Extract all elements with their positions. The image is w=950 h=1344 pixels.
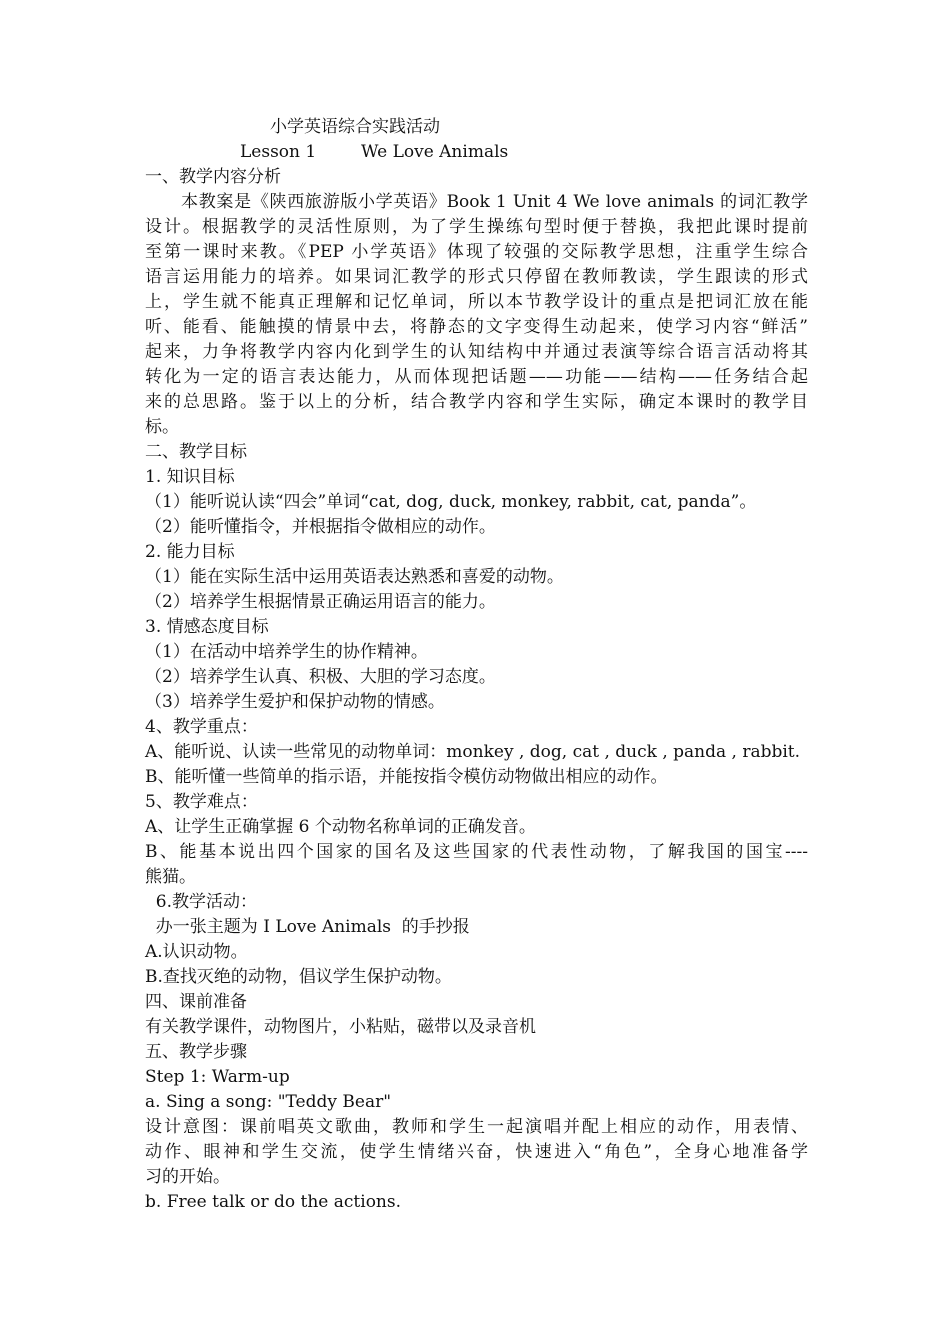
- section-heading-preparation: 四、课前准备: [145, 992, 247, 1012]
- analysis-paragraph-line: 听、能看、能触摸的情景中去，将静态的文字变得生动起来，使学习内容“鲜活”: [145, 317, 808, 337]
- analysis-paragraph-line: 设计。根据教学的灵活性原则，为了学生操练句型时便于替换，我把此课时提前: [145, 217, 808, 237]
- difficulties-heading: 5、教学难点：: [145, 792, 258, 812]
- analysis-paragraph-line: 标。: [145, 417, 179, 437]
- key-point-item: B、能听懂一些简单的指示语，并能按指令模仿动物做出相应的动作。: [145, 767, 668, 787]
- difficulty-item: A、让学生正确掌握 6 个动物名称单词的正确发音。: [145, 817, 536, 837]
- knowledge-goal-item: （1）能听说认读“四会”单词“cat, dog, duck, monkey, rabbit, cat, panda”。: [145, 492, 757, 512]
- step-item: b. Free talk or do the actions.: [145, 1192, 402, 1212]
- knowledge-goal-title: 1. 知识目标: [145, 467, 235, 487]
- lesson-heading: [240, 140, 508, 165]
- design-intent-line: 设计意图：课前唱英文歌曲，教师和学生一起演唱并配上相应的动作，用表情、: [145, 1117, 808, 1137]
- ability-goal-item: （2）培养学生根据情景正确运用语言的能力。: [145, 592, 496, 612]
- ability-goal-title: 2. 能力目标: [145, 542, 235, 562]
- preparation-text: 有关教学课件，动物图片，小粘贴，磁带以及录音机: [145, 1017, 536, 1037]
- attitude-goal-title: 3. 情感态度目标: [145, 617, 269, 637]
- document-title: 小学英语综合实践活动: [270, 117, 440, 137]
- section-heading-teaching-steps: 五、教学步骤: [145, 1042, 247, 1062]
- difficulty-item: 熊猫。: [145, 867, 196, 887]
- design-intent-line: 习的开始。: [145, 1167, 230, 1187]
- activities-heading: 6.教学活动：: [145, 892, 258, 912]
- analysis-paragraph-line: 上，学生就不能真正理解和记忆单词，所以本节教学设计的重点是把词汇放在能: [145, 292, 808, 312]
- knowledge-goal-item: （2）能听懂指令，并根据指令做相应的动作。: [145, 517, 496, 537]
- step-heading: Step 1: Warm-up: [145, 1067, 290, 1087]
- analysis-paragraph-line: 本教案是《陕西旅游版小学英语》Book 1 Unit 4 We love animals 的词汇教学: [181, 192, 808, 212]
- analysis-paragraph-line: 转化为一定的语言表达能力，从而体现把话题——功能——结构——任务结合起: [145, 367, 808, 387]
- activity-item: A.认识动物。: [145, 942, 248, 962]
- design-intent-line: 动作、眼神和学生交流，使学生情绪兴奋，快速进入“角色”，全身心地准备学: [145, 1142, 808, 1162]
- analysis-paragraph-line: 来的总思路。鉴于以上的分析，结合教学内容和学生实际，确定本课时的教学目: [145, 392, 808, 412]
- analysis-paragraph-line: 语言运用能力的培养。如果词汇教学的形式只停留在教师教读，学生跟读的形式: [145, 267, 808, 287]
- attitude-goal-item: （3）培养学生爱护和保护动物的情感。: [145, 692, 445, 712]
- attitude-goal-item: （2）培养学生认真、积极、大胆的学习态度。: [145, 667, 496, 687]
- lesson-name: We Love Animals: [361, 142, 509, 162]
- section-heading-content-analysis: 一、教学内容分析: [145, 167, 281, 187]
- difficulty-item: B、能基本说出四个国家的国名及这些国家的代表性动物，了解我国的国宝----: [145, 842, 808, 862]
- analysis-paragraph-line: 至第一课时来教。《PEP 小学英语》体现了较强的交际教学思想，注重学生综合: [145, 242, 808, 262]
- key-points-heading: 4、教学重点：: [145, 717, 258, 737]
- lesson-number: Lesson 1: [240, 142, 317, 162]
- key-point-item: A、能听说、认读一些常见的动物单词：monkey , dog, cat , duck , panda , rabbit.: [145, 742, 801, 762]
- analysis-paragraph-line: 起来，力争将教学内容内化到学生的认知结构中并通过表演等综合语言活动将其: [145, 342, 808, 362]
- activity-item: B.查找灭绝的动物，倡议学生保护动物。: [145, 967, 452, 987]
- ability-goal-item: （1）能在实际生活中运用英语表达熟悉和喜爱的动物。: [145, 567, 564, 587]
- activities-intro: 办一张主题为 I Love Animals 的手抄报: [145, 917, 470, 937]
- attitude-goal-item: （1）在活动中培养学生的协作精神。: [145, 642, 428, 662]
- step-item: a. Sing a song: "Teddy Bear": [145, 1092, 392, 1112]
- section-heading-teaching-goals: 二、教学目标: [145, 442, 247, 462]
